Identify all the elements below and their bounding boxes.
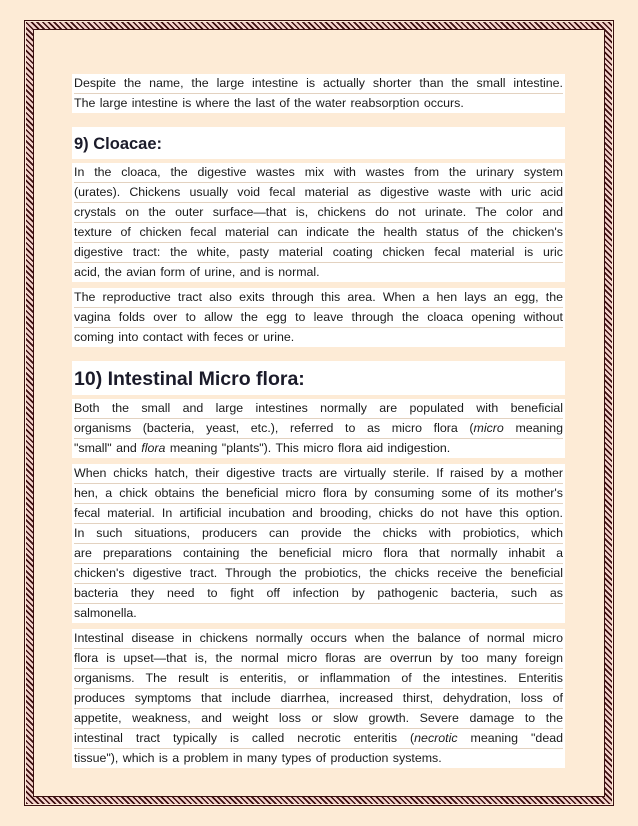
paragraph-micro-flora-intro xyxy=(72,399,565,458)
heading-intestinal-micro-flora: 10) Intestinal Micro flora: xyxy=(72,361,565,395)
text-line: appetite, weakness, and weight loss or slow growth. Severe damage to the xyxy=(74,709,563,729)
text-line: The large intestine is where the last of the water reabsorption occurs. xyxy=(74,96,464,110)
text-line: digestive tract: the white, pasty material coating chicken fecal material is uric xyxy=(74,243,563,263)
text-line: When chicks hatch, their digestive tracts are virtually sterile. If raised by a mother xyxy=(74,464,563,484)
text-line: (urates). Chickens usually void fecal material as digestive waste with uric acid xyxy=(74,183,563,203)
italic-term-flora: flora xyxy=(141,441,166,455)
text-line xyxy=(74,729,563,749)
document-body xyxy=(72,74,565,774)
text-line: salmonella. xyxy=(74,606,137,620)
text-line: texture of chicken fecal material can indicate the health status of the chicken's xyxy=(74,223,563,243)
text-line xyxy=(74,419,563,439)
paragraph-chick-probiotics xyxy=(72,464,565,623)
text-run: intestinal tract typically is called necrotic enteritis ( xyxy=(74,731,415,745)
text-line xyxy=(74,439,563,458)
text-line: flora is upset—that is, the normal micro floras are overrun by too many foreign xyxy=(74,649,563,669)
text-line: hen, a chick obtains the beneficial micro flora by consuming some of its mother's xyxy=(74,484,563,504)
text-run: meaning "dead xyxy=(457,731,563,745)
text-line: Intestinal disease in chickens normally occurs when the balance of normal micro xyxy=(74,629,563,649)
paragraph-large-intestine xyxy=(72,74,565,113)
paragraph-cloaca-wastes xyxy=(72,163,565,282)
italic-term-micro: micro xyxy=(473,421,504,435)
text-run: meaning xyxy=(503,421,563,435)
text-line: coming into contact with feces or urine. xyxy=(74,330,295,344)
text-line: In such situations, producers can provide the chicks with probiotics, which xyxy=(74,524,563,544)
text-line: Both the small and large intestines normally are populated with beneficial xyxy=(74,399,563,419)
text-line: acid, the avian form of urine, and is normal. xyxy=(74,265,320,279)
heading-cloacae: 9) Cloacae: xyxy=(72,127,565,159)
text-line: tissue"), which is a problem in many types of production systems. xyxy=(74,751,442,765)
text-line: bacteria they need to fight off infection by pathogenic bacteria, such as xyxy=(74,584,563,604)
text-run: organisms (bacteria, yeast, etc.), referred to as micro flora ( xyxy=(74,421,474,435)
italic-term-necrotic: necrotic xyxy=(414,731,458,745)
text-line: are preparations containing the beneficial micro flora that normally inhabit a xyxy=(74,544,563,564)
text-line: organisms. The result is enteritis, or inflammation of the intestines. Enteritis xyxy=(74,669,563,689)
text-line: vagina folds over to allow the egg to leave through the cloaca opening without xyxy=(74,308,563,328)
text-line: crystals on the outer surface—that is, chickens do not urinate. The color and xyxy=(74,203,563,223)
paragraph-reproductive-tract xyxy=(72,288,565,347)
text-line: Despite the name, the large intestine is actually shorter than the small intestine. xyxy=(74,74,563,94)
text-run: meaning "plants"). This micro flora aid indigestion. xyxy=(165,441,451,455)
text-run: "small" and xyxy=(74,441,142,455)
text-line: chicken's digestive tract. Through the probiotics, the chicks receive the beneficial xyxy=(74,564,563,584)
text-line: The reproductive tract also exits through this area. When a hen lays an egg, the xyxy=(74,288,563,308)
text-line: produces symptoms that include diarrhea, increased thirst, dehydration, loss of xyxy=(74,689,563,709)
text-line: In the cloaca, the digestive wastes mix with wastes from the urinary system xyxy=(74,163,563,183)
text-line: fecal material. In artificial incubation and brooding, chicks do not have this option. xyxy=(74,504,563,524)
paragraph-intestinal-disease xyxy=(72,629,565,768)
